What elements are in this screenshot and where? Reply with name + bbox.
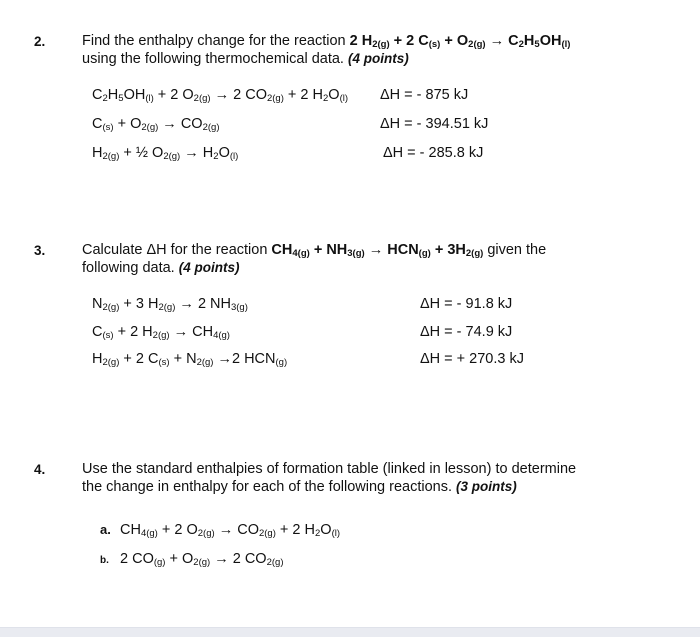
equation-row: $H_{2(g)}$ + ½ $O_{2(g)} \to H_2O_{(l)}$ [92,145,239,162]
points-label: (4 points) [178,260,240,275]
target-reaction: $CH_{4(g)} + NH_{3(g)} \to HCN_{(g)} + 3H_{2(g)}$ [271,242,484,259]
question-prompt: Find the enthalpy change for the reaction 2 $H_{2(g)} + 2$ $C_{(s)} + O_{2(g)} \to C_2H_5OH_{(l)}$ using the following thermochemical data. (4 points) [82,33,571,67]
points-label: (4 points) [347,51,409,66]
reaction-part-b: b. 2 $CO_{(g)} + O_{2(g)} \to 2$ $CO_{2(g)}$ [100,551,284,568]
enthalpy-value: ΔH = + 270.3 kJ [420,351,524,367]
part-letter: b. [100,555,109,566]
equation-row: $H_{2(g)} + 2$ $C_{(s)} + N_{2(g)} \to 2$ $HCN_{(g)}$ [92,351,288,368]
equation-row: $C_{(s)} + O_{2(g)} \to CO_{2(g)}$ [92,116,220,133]
equation-row: $C_{(s)} + 2$ $H_{2(g)} \to CH_{4(g)}$ [92,324,230,341]
part-letter: a. [100,522,111,537]
points-label: (3 points) [456,479,517,494]
enthalpy-value: ΔH = - 394.51 kJ [380,116,489,132]
enthalpy-value: ΔH = - 74.9 kJ [420,324,513,340]
enthalpy-value: ΔH = - 91.8 kJ [420,296,513,312]
equation-row: $C_2H_5OH_{(l)} + 2$ $O_{2(g)} \to 2$ $CO_{2(g)} + 2$ $H_2O_{(l)}$ [92,87,349,104]
target-reaction: 2 $H_{2(g)} + 2$ $C_{(s)} + O_{2(g)} \to C_2H_5OH_{(l)}$ [349,33,571,50]
enthalpy-value: ΔH = - 875 kJ [380,87,469,103]
question-prompt: Use the standard enthalpies of formation table (linked in lesson) to determine the change in enthalpy for each of the following reactions. (3 points) [82,461,577,495]
question-number: 3. [34,243,46,258]
equation-row: $N_{2(g)} + 3$ $H_{2(g)} \to 2$ $NH_{3(g)}$ [92,296,248,313]
enthalpy-value: ΔH = - 285.8 kJ [383,145,484,161]
question-prompt: Calculate ΔH for the reaction $CH_{4(g)} + NH_{3(g)} \to HCN_{(g)} + 3H_{2(g)}$ given the following data. (4 points) [82,242,547,276]
reaction-part-a: a. $CH_{4(g)} + 2$ $O_{2(g)} \to CO_{2(g)} + 2$ $H_2O_{(l)}$ [100,522,341,539]
question-number: 2. [34,34,46,49]
question-number: 4. [34,462,46,477]
